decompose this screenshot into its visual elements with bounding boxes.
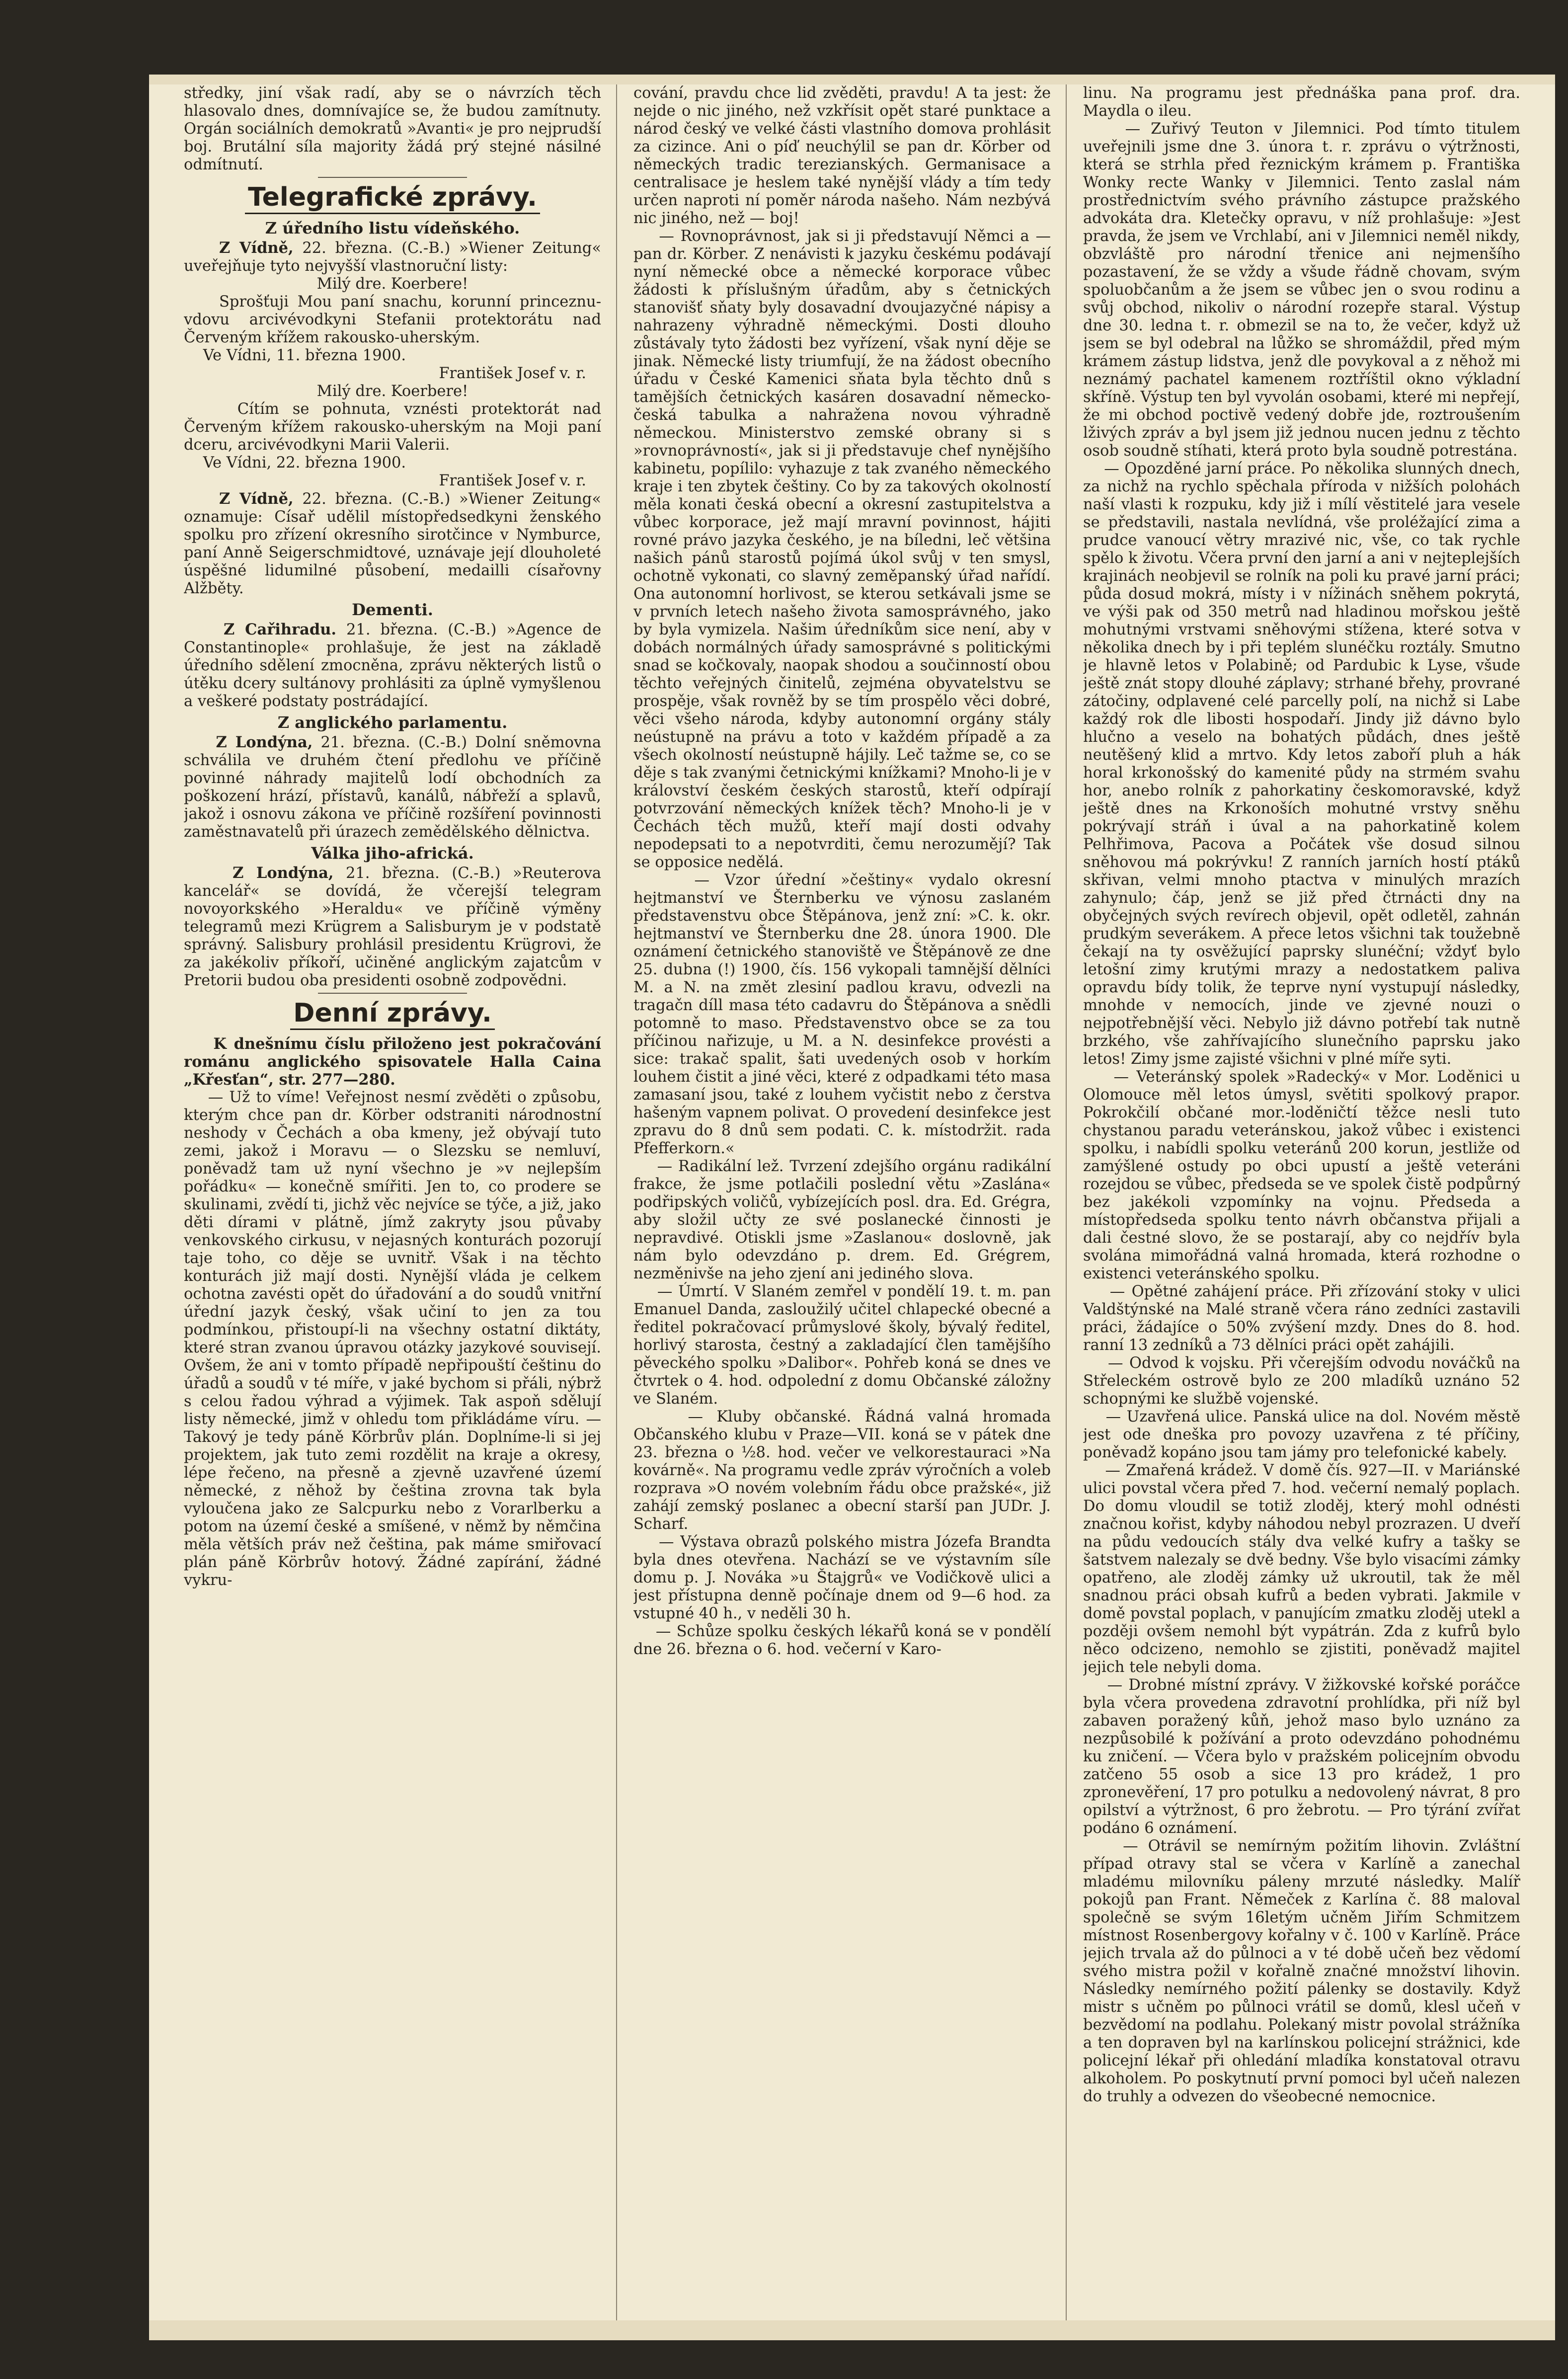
article-zahajeni-prace: — Opětné zahájení práce. Při zřízování stoky v ulici Valdštýnské na Malé straně včera ráno zedníci zastavili práci, žádajíce o 50% zvýšení mzdy. Dnes do 8. hod. ranní 13 zedníků a 73 dělníci práci opět zahájili. [1083,1283,1520,1354]
article-schuze-lekaru: — Schůze spolku českých lékařů koná se v pondělí dne 26. března o 6. hod. večerní v Karo- [633,1623,1051,1658]
article-continuation: středky, jiní však radí, aby se o návrzích těch hlasovalo dnes, domnívajíce se, že budou zamítnuty. Orgán sociálních demokratů »Avanti« je pro nejprudší boj. Brutální síla majority žádá prý stejné násilné odmítnutí. [184,84,601,173]
article-veterani: — Veteránský spolek »Radecký« v Mor. Loděnici u Olomouce měl letos úmysl, světiti spolkový prapor. Pokrokčilí občané mor.-loděničtí těžce nesli tuto chystanou paradu veteránskou, jakož vůbec i existenci spolku, i nabídli spolku veteránů 200 korun, jestliže od zamýšlené ostudy po obci upustí a ještě veteráni rozejdou se vůbec, předseda se ve spolek čistě podpůrný bez jakékoli vzpomínky na vojnu. Předseda a místopředseda spolku tento návrh občanstva přijali a dali čestné slovo, že se postarají, aby co nejdřív byla svolána mimořádná valná hromada, která rozhodne o existenci veteránského spolku. [1083,1068,1520,1282]
article-continuation: linu. Na programu jest přednáška pana prof. dra. Maydla o ileu. [1083,84,1520,120]
article-zurivy-teuton: — Zuřivý Teuton v Jilemnici. Pod tímto titulem uveřejnili jsme dne 3. února t. r. zprávu o výtržnosti, která se strhla před řeznickým krámem p. Františka Wonky recte Wanky v Jilemnici. Tento zaslal nám prostřednictvím svého právního zástupce pražského advokáta dra. Kletečky opravu, v níž prohlašuje: »Jest pravda, že jsem ve Vrchlabí, ani v Jilemnici neměl nikdy, obzvláště pro národní třenice ani nejmenšího pozastavení, že se vždy a všude řádně chovam, svým spoluobčanům a že jsem se vůbec jen o svou rodinu a svůj obchod, nikoliv o národní rozepře staral. Výstup dne 30. ledna t. r. obmezil se na to, že večer, když už jsem se byl odebral na lůžko se shromáždil, před mým krámem zástup lidstva, jenž dle povykoval a z něhož mi neznámý pachatel kamenem roztříštil okno výkladní skříně. Výstup ten byl vyvolán osobami, které mi nepřejí, že mi obchod poctivě vedený dobře jde, roztroušením lživých zpráv a byl jsem již jednou nucen jednu z těchto osob soudně stíhati, která proto byla soudně potrestána. [1083,120,1520,460]
article-uzavrena-ulice: — Uzavřená ulice. Panská ulice na dol. Novém městě jest ode dneška pro povozy uzavřena z té příčiny, poněvadž kopáno jsou tam jámy pro telefonické kabely. [1083,1408,1520,1461]
letter-signature: František Josef v. r. [439,365,586,382]
letter-place-date: Ve Vídni, 22. března 1900. [203,454,406,472]
subheading-dementi: Dementi. [352,600,433,619]
page-top-edge [149,75,1555,84]
article-vzor-uredni-cestiny: — Vzor úřední »češtiny« vydalo okresní hejtmanství ve Šternberku ve výnosu zaslaném představenstvu obce Štěpánova, jenž zní: »C. k. okr. hejtmanství ve Šternberku dne 28. února 1900. Dle oznámení četnického stanoviště ve Štěpánově ze dne 25. dubna (!) 1900, čís. 156 vykopali tamnější dělníci M. a N. na změt zlesiní padlou kravu, odvezli na tragačn díll masa této cadavru do Štěpánova a snědli potomně to maso. Představenstvo obce se za tou příčinou nařizuje, u M. a N. desinfekce provésti a sice: trakač spalit, šati uvedených osob v horkím louhem čistit a jiné věci, které z odpadkami této masa zamasaní jsou, také z louhem vyčistit nebo z čerstva hašeným vapnem polivat. O provedení desinfekce jest zpravu do 8 dnů sem podati. C. k. místodržit. rada Pfefferkorn.« [633,872,1051,1157]
letter-text: Sprošťuji Mou paní snachu, korunní princeznu-vdovu arcivévodkyni Stefanii protektorátu nad Červeným křížem rakousko-uherským. [184,293,601,346]
article-otrava: — Otrávil se nemírným požitím lihovin. Zvláštní případ otravy stal se včera v Karlíně a zanechal mladému milovníku páleny mrzuté následky. Malíř pokojů pan Frant. Němeček z Karlína č. 88 maloval společně se svým 16letým učněm Jiřím Schmitzem místnost Rosenbergovy kořalny v č. 100 v Karlíně. Práce jejich trvala až do půlnoci a v té době učeň bez vědomí svého mistra požil v kořalně značné množství lihovin. Následky nemírného požití pálenky se dostavily. Když mistr s učněm po půlnoci vrátil se domů, klesl učeň v bezvědomí na podlahu. Polekaný mistr povolal strážníka a ten dopraven byl na karlínskou policejní strážnici, kde policejní lékař při ohledání mladíka konstatoval otravu alkoholem. Po poskytnutí první pomoci byl učeň nalezen do truhly a odvezen do všeobecné nemocnice. [1083,1837,1520,2105]
column-3 [1083,84,1520,2320]
column-2 [633,84,1051,2320]
section-heading-telegrams: Telegrafické zprávy. [184,182,601,214]
article-umrti: — Úmrtí. V Slaném zemřel v pondělí 19. t. m. pan Emanuel Danda, zasloužilý učitel chlapecké obecné a ředitel pokračovací průmyslové školy, bývalý ředitel, horlivý starosta, čestný a zakladající člen tamějšího pěveckého spolku »Dalibor«. Pohřeb koná se dnes ve čtvrtek o 4. hod. odpolední z domu Občanské záložny ve Slaném. [633,1283,1051,1408]
article-vystava: — Výstava obrazů polského mistra Józefa Brandta byla dnes otevřena. Nachází se ve výstavním síle domu p. J. Nováka »u Štajgrů« ve Vodičkově ulici a jest přístupna denně počínaje dnem od 9—6 hod. za vstupné 40 h., v neděli 30 h. [633,1533,1051,1622]
news-vienna-2: Z Vídně, 22. března. (C.-B.) »Wiener Zeitung« oznamuje: Císař udělil místopředsedkyni ženského spolku pro zřízení okresního sirotčince v Nymburce, paní Anně Seigerschmidtové, uznávaje její dlouholeté úspěšné lidumilné působení, medailli císařovny Alžběty. [184,490,601,597]
article-jarni-prace: — Opozděné jarní práce. Po několika slunných dnech, za nichž na rychlo spěchala příroda v nižších polohách naší vlasti k rozpuku, kdy již i mílí věstitelé jara vesele se představili, nastala nevlídná, vše proléžající zima a prudce vanoucí větry mrazivé nic, vše, co tak rychle spělo k životu. Včera první den jarní a ani v nejteplejších krajinách neobjevil se rolník na poli ku pravé jarní práci; půda dosud mokrá, místy i v nížinách sněhem pokrytá, ve výši pak od 350 metrů nad hladinou mořskou ještě mohutnými vrstvami sněhovými stížena, které sotva v několika dnech by i při teplém slunéčku roztály. Smutno je hlavně letos v Polabině; od Pardubic k Lyse, všude ještě znát stopy dlouhé záplavy; strhané břehy, provrané zátočiny, odplavené celé parcelly polí, na nichž si Labe každý rok dle libosti hospodaří. Jindy již dávno bylo hlučno a veselo na bohatých půdách, dnes ještě neutěšený klid a mrtvo. Kdy letos zaboří pluh a hák horal krkonošský do kamenité půdy na strmém svahu hor, anebo rolník z pahorkatiny českomoravské, když ještě dnes na Krkonoších mohutné vrstvy sněhu pokrývají stráň i úval a na pahorkatině kolem Pelhřimova, Pacova a Počátek vše dosud silnou sněhovou má pokrývku! Z ranních jarních hostí ptáků skřivan, velmi mnoho ptactva v minulých mrazích zahynulo; čáp, jenž se již před čtrnácti dny na obyčejných svých revírech objevil, opět odletěl, zahnán prudkým severákem. A přece letos všichni tak toužebně čekají na ty osvěžující paprsky slunéční; vždyť bylo letošní zimy krutými mrazy a nedostatkem paliva opravdu bídy tolik, že teprve nyní vystupují následky, mnohde v nemocích, jinde ve zjevné nouzi o nejpotřebnější věci. Nebylo již dávno potřebí tak nutně brzkého, vše zahřívajícího slunečního paprsku jako letos! Zimy jsme zajisté všichni v plné míře syti. [1083,460,1520,1068]
subheading-official-vienna: Z úředního listu vídeňského. [265,219,520,238]
divider [318,177,467,178]
article-zmarena-kradez: — Zmařená krádež. V domě čís. 927—II. v Mariánské ulici povstal včera před 7. hod. večerní nemalý poplach. Do domu vloudil se totiž zloděj, který mohl odnésti značnou kořist, kdyby náhodou nebyl prozrazen. U dveří na půdu vedoucích stály dva velké kufry a tašky se šatstvem nalezaly se dvě bedny. Vše bylo visacími zámky opatřeno, ale zloděj zámky už ukroutil, tak že měl snadnou práci obsah kufrů a beden vybrati. Jakmile v domě povstal poplach, v panujícím zmatku zloděj utekl a později ovšem nemohl být vypátrán. Zda z kufrů bylo něco odcizeno, nemohlo se zjistiti, poněvadž majitel jejich tele nebyli doma. [1083,1462,1520,1676]
article-uz-to-vime: — Už to víme! Veřejnost nesmí zvěděti o způsobu, kterým chce pan dr. Körber odstraniti národnostní neshody v Čechách a oba kmeny, jež obývají tuto zemi, jakož i Moravu — o Slezsku se nemluví, poněvadž tam už nyní všechno je »v nejlepším pořádku« — konečně smířiti. Jen to, co prodere se skulinami, zvědí ti, jichž věc nejvíce se týče, a již, jako děti dírami v plátně, jímž zakryty jsou půvaby venkovského cirkusu, v nejasných konturách pozorují taje toho, co děje se uvnitř. Však i na těchto konturách již mají dosti. Nynější vláda je celkem ochotna zavésti opět do úřadování a do soudů vnitřní úřední jazyk český, však učiní to jen za tou podmínkou, přistoupí-li na všechny ostatní diktáty, které stran zvanou úpravou otázky jazykové souvisejí. Ovšem, že ani v tomto případě nepřipouští češtinu do úřadů a soudů v té míře, v jaké bychom si přáli, nýbrž s celou řadou výhrad a výjimek. Tak aspoň sdělují listy německé, jimž v ohledu tom přikládáme víru. — Takový je tedy páně Körbrův plán. Doplníme-li si jej projektem, jak tuto zemi rozdělit na kraje a okresy, lépe řečeno, na přesně a zjevně uzavřené území německé, z něhož by čeština zrovna tak byla vyloučena jako ze Salcpurku nebo z Vorarlberku a potom na území české a smíšené, v němž by němčina měla větších práv než čeština, pak máme smiřovací plán páně Körbrův hotový. Žádné zapírání, žádné vykru- [184,1089,601,1589]
newspaper-page [149,75,1555,2340]
letter-signature: František Josef v. r. [439,472,586,489]
notice-novel: K dnešnímu číslu přiloženo jest pokračování románu anglického spisovatele Halla Caina „Křesťan“, str. 277—280. [184,1035,601,1089]
letter-place-date: Ve Vídni, 11. března 1900. [203,347,406,364]
news-constantinople: Z Cařihradu. 21. března. (C.-B.) »Agence de Constantinople« prohlašuje, že jest na základě úředního sdělení zmocněna, zprávu některých listů o útěku dcery sultánovy prohlásiti za úplně vymyšlenou a veškeré podstaty postrádající. [184,621,601,710]
article-rovnopravnost: — Rovnoprávnost, jak si ji představují Němci a — pan dr. Körber. Z nenávisti k jazyku českému podávají nyní německé obce a německé korporace vůbec žádosti k příslušným úřadům, aby s četnických stanovišť sňaty byly dosavadní dvoujazyčné nápisy a nahrazeny výhradně německými. Dosti dlouho zůstávaly tyto žádosti bez vyřízení, však nyní děje se jinak. Německé listy triumfují, že na žádost obecního úřadu v České Kamenici sňata byla těchto dnů s tamějších četnických kasáren dosavadní německo-česká tabulka a nahražena novou výhradně německou. Ministerstvo zemské obrany si s »rovnoprávností«, jak si ji představuje chef nynějšího kabinetu, popílilo: vyhazuje z tak zvaného německého kraje i ten zbytek češtiny. Co by za takových okolností měla konati česká obecní a okresní zastupitelstva a vůbec korporace, jež mají mravní povinnost, hájiti rovné právo jazyka českého, je na bíledni, leč většina našich pánů starostů pojímá úkol svůj v ten smysl, ochotně vykonati, co slavný zeměpanský úřad nařídí. Ona autonomní horlivost, se kterou setkávali jsme se v prvních letech našeho života samosprávného, jako by byla vymizela. Našim úředníkům sice není, aby v dobách normálných úřady samosprávné s politickými snad se kočkovaly, naopak shodou a součinností obou těchto veřejných činitelů, zejména obyvatelstvu se prospěje, však rovněž by se tím prospělo věci dobré, věci všeho národa, kdyby autonomní orgány stály neústupně na právu a toto v každém případě a za všech okolností neústupně hájily. Leč tažme se, co se děje s tak zvanými četnickými knížkami? Mnoho-li je v království českém českých starostů, kteří odpírají potvrzování německých knížek těch? Mnoho-li je v Čechách těch mužů, kteří mají dosti odvahy nepodepsati to a nepotvrditi, čemu nerozumějí? Tak se opposice nedělá. [633,228,1051,871]
article-kluby-obcanske: — Kluby občanské. Řádná valná hromada Občanského klubu v Praze—VII. koná se v pátek dne 23. března o ½8. hod. večer ve velkorestauraci »Na kovárně«. Na programu vedle zpráv výročních a voleb rozprava »O novém volebním řádu obce pražské«, již zahájí zemský poslanec a obecní starší pan JUDr. J. Scharf. [633,1408,1051,1533]
subheading-war: Válka jiho-africká. [311,844,474,863]
article-radikalni-lez: — Radikální lež. Tvrzení zdejšího orgánu radikální frakce, že jsme potlačili poslední větu »Zaslána« podřipských voličů, vybízejících posl. dra. Ed. Grégra, aby složil učty ze své poslanecké činnosti je nepravdivé. Otiskli jsme »Zaslanou« doslovně, jak nám bylo odevzdáno p. drem. Ed. Grégrem, nezměnivše na jeho zjení ani jediného slova. [633,1158,1051,1282]
section-heading-daily: Denní zprávy. [184,998,601,1030]
page-bottom-edge [149,2320,1555,2340]
column-1 [184,84,601,2320]
divider [318,993,467,994]
letter-salutation: Milý dre. Koerbere! [316,383,469,400]
news-vienna-1: Z Vídně, 22. března. (C.-B.) »Wiener Zeitung« uveřejňuje tyto nejvyšší vlastnoruční listy: [184,239,601,275]
article-continuation: cování, pravdu chce lid zvěděti, pravdu! A ta jest: že nejde o nic jiného, než vzkřísit opět staré punktace a národ český ve velké části vlastního domova prohlásit za cizince. Ani o píď neuchýlil se pan dr. Körber od německých tradic terezianských. Germanisace a centralisace je heslem také nynější vlády a tím tedy určen naproti ní poměr národa našeho. Nám nezbývá nic jiného, než — boj! [633,84,1051,227]
news-london-2: Z Londýna, 21. března. (C.-B.) »Reuterova kancelář« se dovídá, že včerejší telegram novoyorkského »Heraldu« ve příčině výměny telegramů mezi Krügrem a Salisburym je v podstatě správný. Salisbury prohlásil presidentu Krügrovi, že za jakékoliv příkoří, učiněné anglickým zajatcům v Pretorii budou oba presidenti osobně zodpovědni. [184,864,601,989]
letter-salutation: Milý dre. Koerbere! [316,275,469,293]
column-divider [1066,84,1067,2320]
article-odvod: — Odvod k vojsku. Při včerejším odvodu nováčků na Střeleckém ostrově bylo ze 200 mladíků uznáno 52 schopnými ke službě vojenské. [1083,1354,1520,1408]
article-drobne-zpravy: — Drobné místní zprávy. V žižkovské kořské poráčce byla včera provedena zdravotní prohlídka, při níž byl zabaven poražený kůň, jehož maso bylo uznáno za nezpůsobilé k požívání a proto odevzdáno pohodnému ku zničení. — Včera bylo v pražském policejním obvodu zatčeno 55 osob a sice 13 pro krádež, 1 pro zpronevěření, 17 pro potulku a nedovolený návrat, 8 pro opilství a výtržnost, 6 pro žebrotu. — Pro týrání zvířat podáno 6 oznámení. [1083,1676,1520,1837]
column-divider [616,84,617,2320]
letter-text: Cítím se pohnuta, vznésti protektorát nad Červeným křížem rakousko-uherským na Moji paní dceru, arcivévodkyni Marii Valerii. [184,400,601,454]
news-london-1: Z Londýna, 21. března. (C.-B.) Dolní sněmovna schválila ve druhém čtení předlohu ve příčině povinné náhrady majitelů lodí obchodních za poškození hrází, přístavů, kanálů, nábřeží a splavů, jakož i osnovu zákona ve příčině rozšíření povinnosti zaměstnavatelů při úrazech zemědělského dělnictva. [184,733,601,841]
subheading-parliament: Z anglického parlamentu. [277,713,508,732]
